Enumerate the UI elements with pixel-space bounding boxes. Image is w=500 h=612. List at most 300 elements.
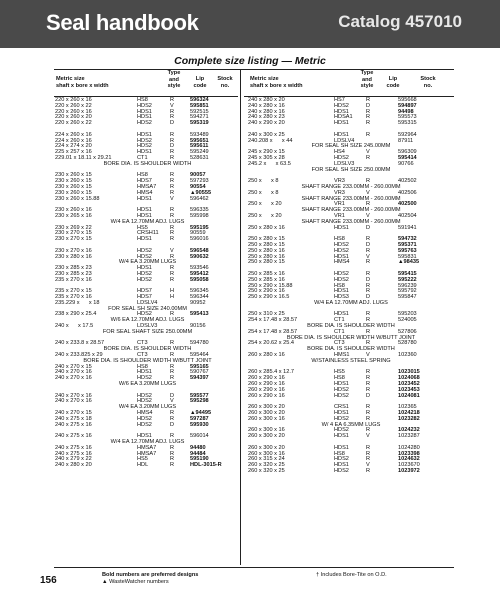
note-text: BORE DIA. IS SHOULDER WIDTH — [103, 346, 192, 353]
lip-cell: R — [366, 410, 371, 417]
size-cell: 250 x 310 x 25 — [248, 311, 285, 318]
type-cell: LDSLV4 — [137, 299, 158, 306]
lip-header: Lip code — [386, 76, 400, 89]
stock-cell: 524005 — [398, 317, 417, 324]
size-cell: 240 x 290 x 20 — [248, 120, 285, 127]
type-cell: HMSA7 — [137, 450, 157, 457]
lip-cell: R — [366, 236, 371, 243]
table-row — [248, 260, 454, 266]
type-cell: HDS1 — [137, 265, 152, 272]
stock-cell: 402504 — [398, 212, 417, 219]
size-cell: 225 x 257 x 16 — [55, 149, 92, 156]
stock-cell: 594271 — [190, 114, 209, 121]
type-cell: LDSLV3 — [334, 160, 355, 167]
table-row — [248, 121, 454, 127]
lip-cell: R — [366, 427, 371, 434]
size-cell: 230 x 260 x 15 — [55, 189, 92, 196]
type-cell: HDS2 — [334, 270, 349, 277]
lip-cell: H — [170, 294, 175, 301]
stock-cell: 595319 — [190, 120, 209, 127]
type-cell: HDS2 — [334, 241, 349, 248]
stock-cell: 594397 — [190, 375, 209, 382]
table-row — [248, 434, 454, 440]
type-cell: HS8 — [137, 363, 148, 370]
size-cell: 230 x 285 x 23 — [55, 270, 92, 277]
size-cell: 230 x 270 x 15 — [55, 230, 92, 237]
stock-cell: 90766 — [398, 160, 414, 167]
stock-header: Stock no. — [420, 76, 436, 89]
header-bar — [0, 0, 500, 48]
lip-cell: R — [170, 212, 175, 219]
lip-cell: V — [366, 433, 370, 440]
size-cell: 260 x 290 x 16 — [248, 381, 285, 388]
type-cell: HDS1 — [334, 224, 349, 231]
type-cell: HDS2 — [137, 137, 152, 144]
lip-cell: H — [170, 288, 175, 295]
type-cell: HDS2 — [137, 270, 152, 277]
type-cell: HDS3 — [334, 294, 349, 301]
lip-cell: R — [170, 137, 175, 144]
type-cell: HDS1 — [334, 120, 349, 127]
lip-cell: R — [170, 207, 175, 214]
table-row — [55, 278, 240, 284]
type-cell: HDS1 — [137, 212, 152, 219]
lip-cell: R — [170, 108, 175, 115]
lip-cell: R — [366, 404, 371, 411]
stock-cell: 595847 — [398, 294, 417, 301]
type-cell: HDS2 — [137, 120, 152, 127]
type-cell: CT1 — [334, 328, 345, 335]
stock-cell: 527806 — [398, 328, 417, 335]
type-cell: HDS1 — [137, 195, 152, 202]
lip-cell: D — [366, 224, 371, 231]
stock-cell: 596239 — [398, 282, 417, 289]
stock-cell: 90554 — [190, 183, 206, 190]
size-cell: 240 x x 17.5 — [55, 323, 94, 330]
type-cell: CT3 — [137, 352, 148, 359]
lip-cell: R — [170, 183, 175, 190]
lip-cell: R — [366, 386, 371, 393]
lip-cell: R — [170, 131, 175, 138]
lip-cell: R — [366, 340, 371, 347]
lip-cell: R — [170, 97, 175, 103]
size-cell: 230 x 260 x 16 — [55, 207, 92, 214]
stock-cell: 594897 — [398, 102, 417, 109]
stock-cell: 596344 — [190, 294, 209, 301]
size-cell: 250 x 280 x 16 — [248, 224, 285, 231]
lip-cell: R — [366, 468, 371, 474]
size-cell: 240 x 280 x 16 — [248, 102, 285, 109]
lip-cell: R — [170, 433, 175, 440]
section-subtitle: Complete size listing — Metric — [174, 55, 326, 67]
lip-cell: R — [366, 381, 371, 388]
note-text: SHAFT RANGE 233.00MM - 260.00MM — [301, 183, 401, 190]
note-text: FOR SEAL SH SIZE 245.00MM — [311, 143, 391, 150]
lip-cell: R — [170, 172, 175, 179]
size-cell: 230 x 285 x 23 — [55, 265, 92, 272]
stock-cell: 595831 — [398, 253, 417, 260]
type-cell: HDS2 — [137, 311, 152, 318]
stock-cell: 1023287 — [398, 433, 420, 440]
lip-cell: R — [366, 270, 371, 277]
type-cell: HDS2 — [334, 427, 349, 434]
size-cell: 240 x 280 x 16 — [248, 108, 285, 115]
size-header: Metric size shaft x bore x width — [56, 76, 109, 89]
lip-cell: R — [170, 276, 175, 283]
stock-cell: 596014 — [190, 433, 209, 440]
stock-cell: 87911 — [398, 137, 414, 144]
footnote-wastewatcher: ▲ WasteWatcher numbers — [102, 579, 169, 585]
type-cell: HS8 — [334, 282, 345, 289]
lip-cell: R — [366, 131, 371, 138]
size-cell: 260 x 300 x 16 — [248, 415, 285, 422]
size-cell: 260 x 300 x 16 — [248, 427, 285, 434]
type-cell: HDS2 — [334, 154, 349, 161]
note-text: BORE DIA. IS SHOULDER WIDTH — [307, 346, 395, 353]
stock-cell: 595792 — [398, 288, 417, 295]
stock-cell: 593546 — [190, 265, 209, 272]
size-cell: 230 x 270 x 15 — [55, 236, 92, 243]
type-cell: LDSLV4 — [334, 137, 355, 144]
type-cell: HDS1 — [334, 462, 349, 469]
size-cell: 254 x 20.62 x 25.4 — [248, 340, 295, 347]
lip-cell: R — [170, 375, 175, 382]
stock-cell: 94498 — [398, 108, 414, 115]
stock-cell: 528780 — [398, 340, 417, 347]
size-cell: 260 x 290 x 16 — [248, 392, 285, 399]
stock-cell: 1023282 — [398, 415, 420, 422]
lip-cell: R — [170, 444, 175, 451]
note-text: SHAFT RANGE 233.00MM - 260.00MM — [301, 207, 401, 214]
stock-cell: 595851 — [190, 102, 209, 109]
size-cell: 230 x 260 x 15 — [55, 172, 92, 179]
lip-cell: D — [366, 102, 371, 109]
type-cell: CT1 — [334, 317, 345, 324]
size-cell: 240 x 275 x 16 — [55, 433, 92, 440]
lip-cell: D — [170, 120, 175, 127]
type-cell: HDS2 — [137, 102, 152, 109]
lip-cell: R — [366, 201, 371, 208]
type-cell: HS5 — [137, 456, 148, 463]
page-number: 156 — [40, 575, 57, 586]
type-cell: HDS1 — [137, 131, 152, 138]
type-header: Type and style — [167, 70, 181, 90]
stock-cell: 596324 — [190, 97, 209, 103]
stock-cell: 595651 — [190, 137, 209, 144]
stock-cell: 596016 — [190, 236, 209, 243]
stock-cell: 90559 — [190, 230, 206, 237]
lip-cell: R — [170, 270, 175, 277]
stock-cell: 595058 — [190, 276, 209, 283]
note-text: BORE DIA. IS SHOULDER WIDTH W/BUTT JOINT — [83, 357, 212, 364]
column-divider — [240, 70, 241, 565]
stock-cell: 595414 — [398, 154, 417, 161]
stock-cell: 102360 — [398, 352, 417, 359]
size-cell: 220 x 260 x 20 — [55, 114, 92, 121]
lip-cell: R — [170, 450, 175, 457]
stock-cell: 402502 — [398, 178, 417, 185]
lip-cell: D — [170, 392, 175, 399]
lip-cell: R — [366, 456, 371, 463]
size-cell: 235 x 270 x 16 — [55, 276, 92, 283]
lip-cell: R — [366, 120, 371, 127]
size-cell: 260 x 285.4 x 12.7 — [248, 369, 295, 376]
size-cell: 240 x 280 x 20 — [55, 462, 92, 469]
stock-cell: 1024218 — [398, 410, 420, 417]
stock-cell: 94484 — [190, 450, 206, 457]
table-note — [55, 382, 240, 388]
lip-cell: R — [170, 410, 175, 417]
type-cell: HDS2 — [137, 253, 152, 260]
lip-cell: R — [170, 189, 175, 196]
table-row — [248, 394, 454, 400]
stock-cell: 90156 — [190, 323, 206, 330]
type-cell: HMS1 — [334, 352, 350, 359]
size-cell: 230 x 270 x 16 — [55, 247, 92, 254]
type-cell: HMS4 — [334, 259, 350, 266]
stock-cell: 590632 — [190, 253, 209, 260]
type-cell: HS5 — [137, 224, 148, 231]
footnote-boretite: † Includes Bore-Tite on O.D. — [316, 572, 387, 578]
lip-cell: R — [366, 282, 371, 289]
lip-cell: R — [366, 108, 371, 115]
stock-cell: 595195 — [190, 224, 209, 231]
size-cell: 230 x 260 x 15 — [55, 183, 92, 190]
size-cell: 220 x 260 x 22 — [55, 120, 92, 127]
type-cell: HDS1 — [334, 444, 349, 451]
type-cell: HDL — [137, 462, 149, 469]
size-cell: 260 x 300 x 20 — [248, 410, 285, 417]
size-cell: 250 x 290 x 16.5 — [248, 294, 290, 301]
table-row — [55, 237, 240, 243]
note-text: SHAFT RANGE 233.00MM - 260.00MM — [301, 195, 401, 202]
stock-cell: 595573 — [398, 114, 417, 121]
lip-cell: R — [366, 114, 371, 121]
stock-cell: 1023398 — [398, 450, 420, 457]
lip-cell: R — [366, 247, 371, 254]
size-cell: 250 x 280 x 15 — [248, 259, 285, 266]
size-cell: 240 x 270 x 16 — [55, 398, 92, 405]
size-cell: 220 x 260 x 16 — [55, 97, 92, 103]
note-text: W/4 EA 12.70MM ADJ. LUGS — [110, 218, 185, 225]
size-cell: 235 x 270 x 16 — [55, 294, 92, 301]
type-cell: HDS2 — [137, 392, 152, 399]
lip-cell: R — [366, 178, 371, 185]
stock-cell: 595413 — [190, 311, 209, 318]
size-cell: 240 x 270 x 15 — [55, 363, 92, 370]
note-text: W/6 EA 3.20MM LUGS — [118, 381, 177, 388]
type-cell: HDS2 — [334, 392, 349, 399]
lip-cell: R — [170, 224, 175, 231]
type-cell: HDS1 — [137, 236, 152, 243]
table-note — [55, 162, 240, 168]
note-text: SHAFT RANGE 233.00MM - 260.00MM — [301, 218, 401, 225]
type-cell: HDS2 — [137, 143, 152, 150]
size-cell: 230 x 260 x 15 — [55, 178, 92, 185]
lip-cell: V — [366, 212, 370, 219]
table-row — [55, 197, 240, 203]
table-note — [248, 168, 454, 174]
size-cell: 250 x x 20 — [248, 201, 282, 208]
stock-cell: 595249 — [190, 149, 209, 156]
stock-cell: ▲94495 — [190, 410, 212, 417]
size-cell: 220 x 260 x 16 — [55, 108, 92, 115]
size-cell: 245 x 290 x 15 — [248, 149, 285, 156]
stock-cell: 592964 — [398, 131, 417, 138]
lip-cell: R — [366, 328, 371, 335]
type-cell: HDS1 — [334, 410, 349, 417]
size-cell: 250 x x 8 — [248, 189, 279, 196]
stock-cell: 596335 — [190, 207, 209, 214]
note-text: W/4 EA 12.70MM ADJ. LUGS — [110, 439, 185, 446]
lip-cell: V — [170, 247, 174, 254]
size-cell: 254 x 17.48 x 28.57 — [248, 328, 298, 335]
right-column-header — [248, 70, 454, 96]
bottom-rule — [54, 567, 454, 568]
table-row — [55, 463, 240, 469]
stock-cell: ▲98435 — [398, 259, 420, 266]
stock-cell: 596345 — [190, 288, 209, 295]
lip-cell: R — [170, 456, 175, 463]
stock-cell: 593489 — [190, 131, 209, 138]
stock-cell: HDL-3015-R — [190, 462, 222, 469]
type-cell: HDS1 — [137, 369, 152, 376]
lip-cell: R — [366, 369, 371, 376]
type-cell: HDS7 — [137, 288, 152, 295]
size-cell: 254 x 17.48 x 28.57 — [248, 317, 298, 324]
type-cell: HMSA7 — [137, 183, 157, 190]
type-cell: HS8 — [334, 450, 345, 457]
type-cell: HDS2 — [137, 375, 152, 382]
lip-cell: R — [170, 149, 175, 156]
lip-cell: R — [170, 462, 175, 469]
lip-cell: R — [366, 311, 371, 318]
type-cell: HDS1 — [334, 433, 349, 440]
size-cell: 240 x 270 x 16 — [55, 375, 92, 382]
type-cell: HDS7 — [137, 294, 152, 301]
lip-cell: R — [366, 97, 371, 103]
note-text: W/STAINLESS STEEL SPRING — [311, 357, 391, 364]
lip-cell: V — [170, 195, 174, 202]
stock-header: Stock no. — [217, 76, 233, 89]
lip-cell: R — [366, 259, 371, 266]
footnote-bold: Bold numbers are preferred designs — [102, 572, 199, 578]
stock-cell: 528631 — [190, 154, 209, 161]
lip-cell: R — [170, 114, 175, 121]
type-cell: HDS1 — [334, 381, 349, 388]
size-cell: 240 x 270 x 16 — [55, 369, 92, 376]
size-cell: 250 x 285 x 16 — [248, 276, 285, 283]
lip-cell: D — [366, 241, 371, 248]
stock-cell: 1023015 — [398, 369, 420, 376]
stock-cell: 595930 — [190, 421, 209, 428]
lip-cell: R — [170, 311, 175, 318]
note-text: BORE DIA. IS SHOULDER WIDTH W/BUTT JOINT — [286, 334, 416, 341]
type-cell: HDS2 — [137, 398, 152, 405]
stock-cell: 595412 — [190, 270, 209, 277]
stock-cell: 594780 — [190, 340, 209, 347]
type-cell: HDS1 — [137, 108, 152, 115]
type-cell: HS8 — [137, 97, 148, 103]
size-cell: 240 x 280 x 23 — [248, 114, 285, 121]
stock-cell: 595203 — [398, 311, 417, 318]
stock-cell: 595165 — [190, 363, 209, 370]
type-cell: HS8 — [334, 375, 345, 382]
lip-cell: R — [170, 253, 175, 260]
type-cell: HDS2 — [137, 421, 152, 428]
type-cell: VR1 — [334, 201, 345, 208]
lip-header: Lip code — [193, 76, 207, 89]
stock-cell: 1024280 — [398, 444, 420, 451]
type-cell: HDS1 — [334, 253, 349, 260]
size-cell: 235 x 270 x 15 — [55, 288, 92, 295]
lip-cell: R — [366, 444, 371, 451]
lip-cell: V — [366, 352, 370, 359]
stock-cell: 595577 — [190, 392, 209, 399]
size-cell: 220 x 260 x 22 — [55, 102, 92, 109]
note-text: FOR SEAL SH SIZE 250.00MM — [311, 166, 391, 173]
stock-cell: 1023972 — [398, 468, 420, 474]
lip-cell: V — [366, 253, 370, 260]
stock-cell: 595371 — [398, 241, 417, 248]
lip-cell: R — [366, 288, 371, 295]
table-note — [55, 330, 240, 336]
type-cell: HS4 — [334, 149, 345, 156]
page-title: Seal handbook — [46, 10, 199, 35]
stock-cell: 591941 — [398, 224, 417, 231]
type-cell: HDS2 — [334, 102, 349, 109]
stock-cell: 595315 — [398, 120, 417, 127]
lip-cell: R — [170, 178, 175, 185]
stock-cell: 597293 — [190, 178, 209, 185]
note-text: W/4 EA 12.70MM ADJ. LUGS — [314, 299, 388, 306]
lip-cell: R — [366, 154, 371, 161]
size-cell: 229.01 x 18.11 x 29.21 — [55, 154, 112, 161]
size-cell: 260 x 290 x 16 — [248, 375, 285, 382]
size-cell: 230 x 280 x 16 — [55, 253, 92, 260]
type-cell: CRSH11 — [137, 230, 159, 237]
type-cell: HMS4 — [137, 189, 153, 196]
stock-cell: 595222 — [398, 276, 417, 283]
type-cell: HS8 — [137, 172, 148, 179]
note-text: FOR SEAL SHAFT SIZE 250.00MM — [102, 328, 193, 335]
size-cell: 250 x 280 x 16 — [248, 247, 285, 254]
lip-cell: R — [170, 265, 175, 272]
stock-cell: 94480 — [190, 444, 206, 451]
size-cell: 240 x 279 x 22 — [55, 456, 92, 463]
type-cell: HS8 — [334, 236, 345, 243]
type-cell: VR3 — [334, 189, 345, 196]
type-cell: HDS2 — [137, 276, 152, 283]
lip-cell: V — [366, 189, 370, 196]
stock-cell: 594732 — [398, 236, 417, 243]
lip-cell: V — [170, 398, 174, 405]
type-header: Type and style — [360, 70, 374, 90]
table-row — [248, 226, 454, 232]
stock-cell: 595998 — [190, 212, 209, 219]
size-cell: 260 x 300 x 20 — [248, 404, 285, 411]
stock-cell: 402500 — [398, 201, 417, 208]
footnote-legend — [102, 572, 198, 586]
type-cell: VR3 — [334, 178, 345, 185]
type-cell: LDSLV3 — [137, 323, 158, 330]
stock-cell: 1024081 — [398, 392, 420, 399]
lip-cell: R — [170, 236, 175, 243]
left-size-list — [55, 98, 240, 469]
size-cell: 245 x 305 x 28 — [248, 154, 285, 161]
size-cell: 260 x 300 x 16 — [248, 450, 285, 457]
lip-cell: R — [366, 415, 371, 422]
